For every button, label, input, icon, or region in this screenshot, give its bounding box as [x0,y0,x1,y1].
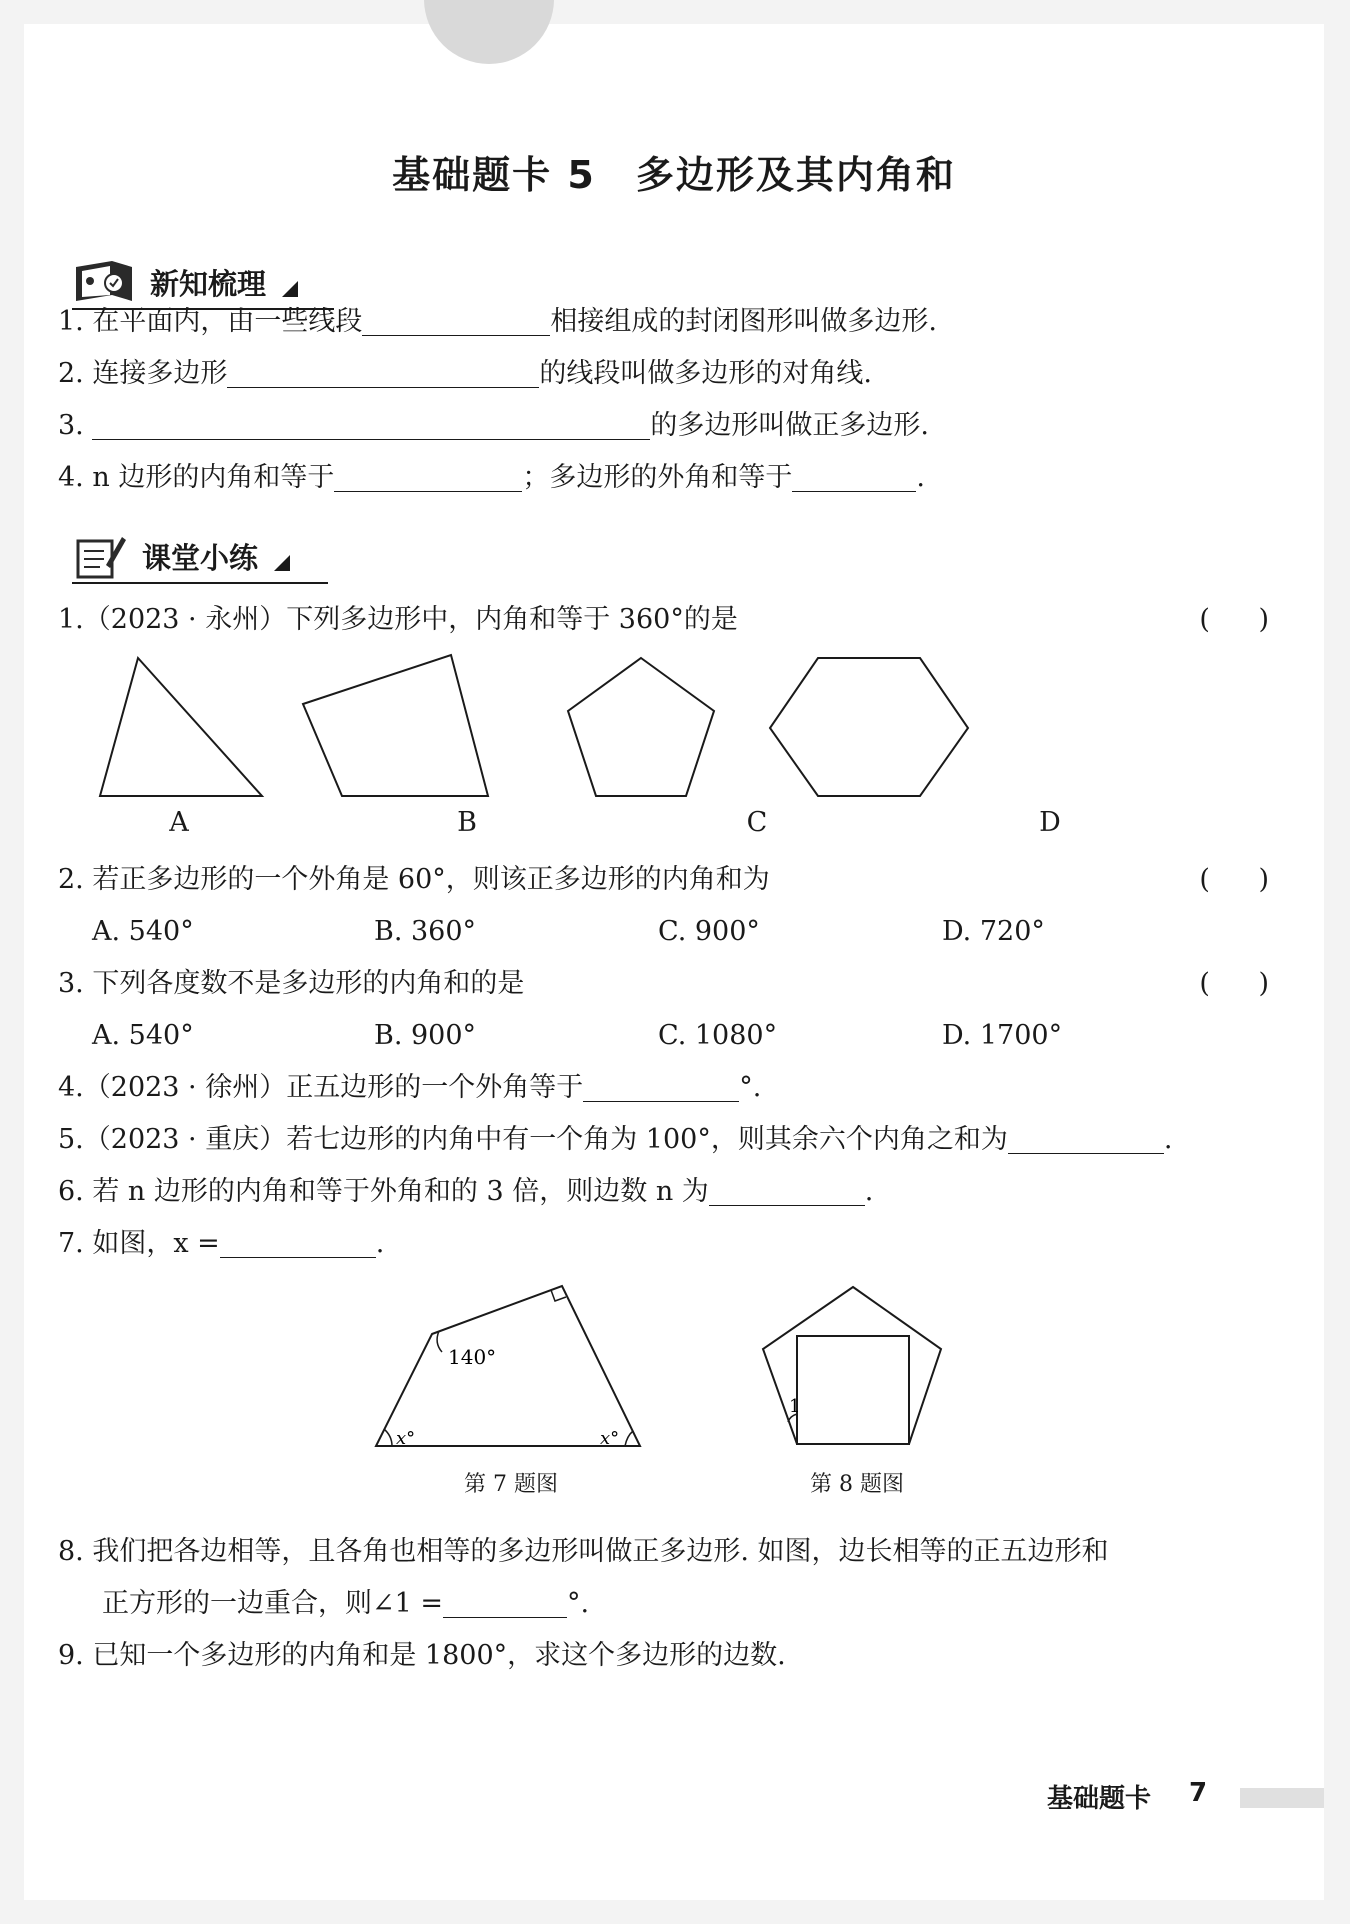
question-8-line-2 [102,1586,589,1622]
fig8-pentagon [763,1287,941,1444]
top-decoration [424,0,554,64]
footer-decoration [1240,1788,1324,1808]
book-icon [72,257,136,307]
q5-suffix: . [1163,1124,1173,1155]
knowledge-1-suffix: 相接组成的封闭图形叫做多边形. [550,306,937,337]
option-label-c: C [746,807,768,838]
q3-option-d[interactable]: D. 1700° [942,1020,1063,1051]
q7-suffix: . [375,1228,385,1259]
section-header-practice [72,530,290,582]
fig7-x-left-label: x° [396,1428,416,1449]
question-4 [58,1070,761,1106]
section-title-knowledge: 新知梳理 [150,266,267,301]
q6-answer-blank[interactable] [709,1177,865,1206]
q1-shapes-figure [24,644,1324,824]
quadrilateral-shape-b [303,655,488,796]
figures-7-8 [24,1264,1324,1464]
q6-suffix: . [864,1176,874,1207]
q2-option-b[interactable]: B. 360° [374,916,477,947]
knowledge-item-4 [58,460,925,496]
q6-prefix: 6. 若 n 边形的内角和等于外角和的 3 倍，则边数 n 为 [58,1176,709,1207]
q2-option-a[interactable]: A. 540° [92,916,194,947]
fig8-angle-label: 1 [789,1396,801,1417]
section-underline [72,582,328,584]
section-marker-icon [274,555,290,571]
fig7-caption: 第 7 题图 [464,1472,558,1497]
q5-answer-blank[interactable] [1008,1125,1164,1154]
answer-paren-1[interactable]: ( ) [1199,604,1269,635]
option-label-d: D [1039,807,1061,838]
title-topic: 多边形及其内角和 [635,153,956,197]
fig8-caption: 第 8 题图 [810,1472,904,1497]
section-marker-icon [282,281,298,297]
blank-4a[interactable] [334,463,522,492]
title-card-number: 基础题卡 5 [392,153,596,197]
section-header-knowledge [72,256,298,308]
knowledge-4-suffix: . [916,462,925,493]
fig7-quadrilateral [376,1286,640,1446]
fig7-angle-arc [437,1331,442,1352]
blank-2[interactable] [227,359,539,388]
answer-paren-2[interactable]: ( ) [1199,864,1269,895]
page-number: 7 [1189,1778,1208,1808]
triangle-shape-a [100,658,262,796]
hexagon-shape-d [770,658,968,796]
question-5 [58,1122,1172,1158]
footer-label: 基础题卡 [1047,1784,1152,1814]
q8-suffix: °. [567,1588,590,1619]
question-7 [58,1226,384,1262]
q4-suffix: °. [739,1072,762,1103]
fig7-left-angle-arc [384,1429,392,1446]
q8-prefix: 正方形的一边重合，则∠1 = [102,1588,444,1619]
fig7-right-angle-arc [625,1431,633,1446]
pentagon-shape-c [568,658,714,796]
q3-option-c[interactable]: C. 1080° [658,1020,778,1051]
knowledge-4-middle: ；多边形的外角和等于 [522,462,793,493]
knowledge-3-suffix: 的多边形叫做正多边形. [650,410,929,441]
question-9: 9. 已知一个多边形的内角和是 1800°，求这个多边形的边数. [58,1640,786,1671]
q7-answer-blank[interactable] [220,1229,376,1258]
answer-paren-3[interactable]: ( ) [1199,968,1269,999]
knowledge-1-prefix: 1. 在平面内，由一些线段 [58,306,363,337]
blank-3[interactable] [92,411,650,440]
blank-1[interactable] [362,307,550,336]
q3-option-b[interactable]: B. 900° [374,1020,477,1051]
q2-option-d[interactable]: D. 720° [942,916,1045,947]
worksheet-page [24,24,1324,1900]
fig7-x-right-label: x° [600,1428,620,1449]
question-3: 3. 下列各度数不是多边形的内角和的是 [58,968,525,999]
knowledge-item-2 [58,356,872,392]
option-label-b: B [457,807,477,838]
knowledge-4-prefix: 4. n 边形的内角和等于 [58,462,335,493]
question-2: 2. 若正多边形的一个外角是 60°，则该正多边形的内角和为 [58,864,770,895]
question-8-line-1: 8. 我们把各边相等，且各角也相等的多边形叫做正多边形. 如图，边长相等的正五边形和 [58,1536,1109,1567]
q2-option-c[interactable]: C. 900° [658,916,760,947]
q3-option-a[interactable]: A. 540° [92,1020,194,1051]
section-title-practice: 课堂小练 [142,540,259,575]
page-title [24,144,1324,199]
q4-prefix: 4.（2023 · 徐州）正五边形的一个外角等于 [58,1072,584,1103]
knowledge-item-1 [58,304,937,340]
q5-prefix: 5.（2023 · 重庆）若七边形的内角中有一个角为 100°，则其余六个内角之和为 [58,1124,1008,1155]
fig7-angle-label: 140° [448,1345,497,1369]
fig8-square [797,1336,909,1444]
knowledge-2-suffix: 的线段叫做多边形的对角线. [539,358,872,389]
q4-answer-blank[interactable] [583,1073,739,1102]
knowledge-2-prefix: 2. 连接多边形 [58,358,228,389]
question-6 [58,1174,873,1210]
knowledge-item-3 [58,408,929,444]
q8-answer-blank[interactable] [443,1589,567,1618]
blank-4b[interactable] [792,463,916,492]
q7-prefix: 7. 如图，x = [58,1228,220,1259]
option-label-a: A [169,807,189,838]
notebook-pencil-icon [72,531,128,581]
knowledge-3-prefix: 3. [58,410,93,441]
question-1: 1.（2023 · 永州）下列多边形中，内角和等于 360°的是 [58,604,738,635]
